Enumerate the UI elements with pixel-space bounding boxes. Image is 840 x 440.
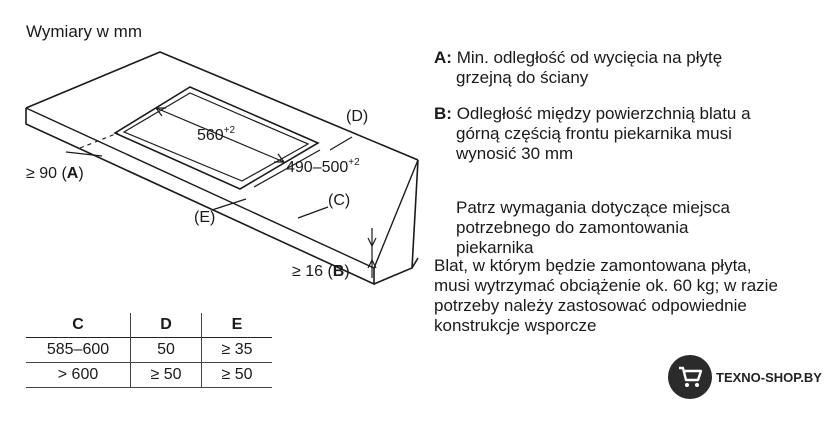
header-d: D — [131, 313, 202, 338]
label-e: (E) — [194, 209, 216, 226]
note-load-line4: konstrukcje wsporcze — [434, 316, 597, 335]
table-header-row — [26, 313, 272, 338]
store-logo — [668, 355, 822, 399]
table-row — [26, 338, 272, 363]
shopping-cart-icon — [677, 365, 703, 389]
note-worktop-load — [434, 256, 778, 336]
note-oven-line3: piekarnika — [456, 238, 534, 257]
note-oven-space — [456, 198, 730, 258]
cell-e: ≥ 50 — [202, 363, 273, 388]
logo-badge — [668, 355, 712, 399]
dimensions-table — [26, 313, 272, 388]
note-b-line1: Odległość między powierzchnią blatu a — [456, 104, 751, 123]
note-a — [434, 48, 722, 88]
cell-d: ≥ 50 — [131, 363, 202, 388]
cell-e: ≥ 35 — [202, 338, 273, 363]
note-load-line1: Blat, w którym będzie zamontowana płyta, — [434, 256, 752, 275]
cell-c: 585–600 — [46, 341, 110, 358]
note-b-line2: górną częścią frontu piekarnika musi — [456, 124, 732, 143]
note-b — [434, 104, 751, 164]
note-oven-line2: potrzebnego do zamontowania — [456, 218, 689, 237]
note-b-key: B: — [434, 104, 452, 123]
note-oven-line1: Patrz wymagania dotyczące miejsca — [456, 198, 731, 217]
note-a-key: A: — [434, 48, 452, 67]
cell-d: 50 — [131, 338, 202, 363]
dim-490-label: $490-500^{+2}$ — [286, 157, 360, 176]
note-a-line2: grzejną do ściany — [456, 68, 589, 87]
label-d: (D) — [346, 108, 369, 125]
label-a: ≥ 90 (A) — [26, 165, 84, 182]
table-row — [26, 363, 272, 388]
header-e: E — [202, 313, 273, 338]
note-load-line3: potrzeby należy zastosować odpowiednie — [434, 296, 747, 315]
diagram-title: Wymiary w mm — [26, 22, 142, 41]
dim-560-label: $560^{+2}$ — [197, 125, 236, 144]
dim-c-line — [298, 207, 328, 218]
label-c: (C) — [328, 192, 351, 209]
note-b-line3: wynosić 30 mm — [456, 144, 574, 163]
note-a-line1: Min. odległość od wycięcia na płytę — [456, 48, 723, 67]
note-load-line2: musi wytrzymać obciążenie ok. 60 kg; w razie — [434, 276, 778, 295]
worktop-thickness-edge — [374, 160, 418, 284]
dim-a-line — [66, 152, 102, 156]
header-c: C — [72, 316, 84, 333]
logo-text: TEXNO-SHOP.BY — [716, 369, 822, 385]
cell-c: > 600 — [57, 366, 99, 383]
dim-d-line — [330, 137, 352, 150]
label-b: ≥ 16 (B) — [292, 263, 350, 280]
